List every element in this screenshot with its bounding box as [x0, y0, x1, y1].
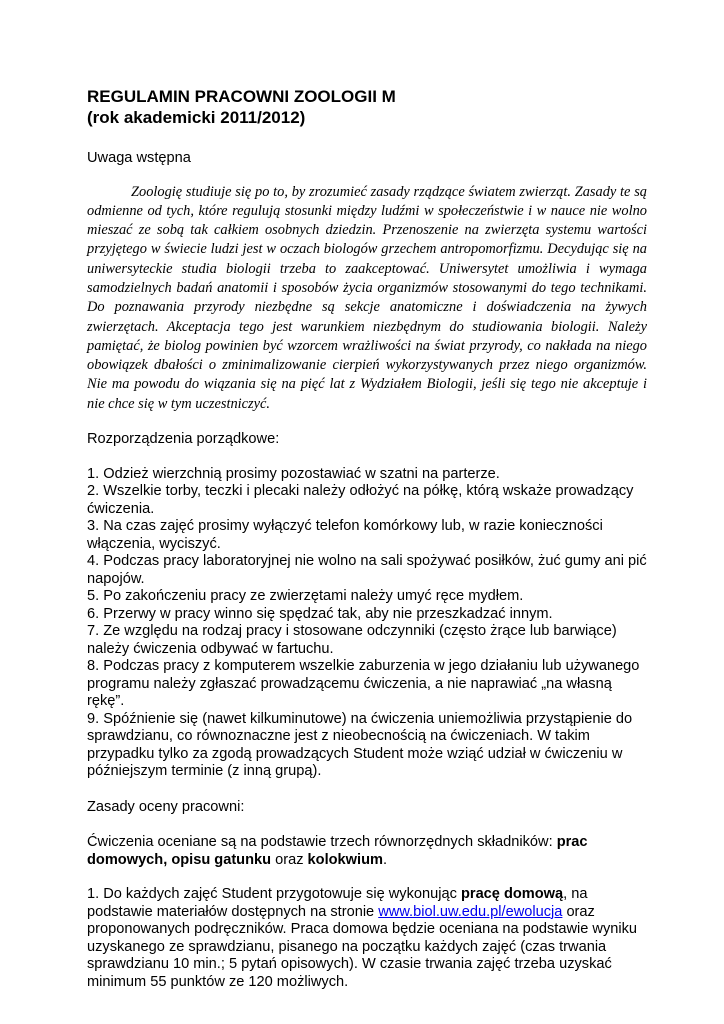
point1-text-start: 1. Do każdych zajęć Student przygotowuje się wykonując: [87, 886, 461, 903]
grading-intro-text: Ćwiczenia oceniane są na podstawie trzech równorzędnych składników:: [87, 834, 557, 851]
grading-heading: Zasady oceny pracowni:: [87, 798, 245, 815]
grading-conjunction: oraz: [271, 851, 308, 868]
rules-list: [87, 466, 647, 781]
rule-item-4: 4. Podczas pracy laboratoryjnej nie wolno na sali spożywać posiłków, żuć gumy ani pić napojów.: [87, 553, 647, 587]
point1-homework-term: pracę domową: [460, 886, 564, 903]
document-title: [87, 86, 647, 128]
document-page: [87, 86, 647, 991]
grading-components-2: kolokwium: [307, 851, 383, 868]
point1-text-rest: oraz proponowanych podręczników. Praca domowa będzie oceniana na podstawie wyniku uzyskanego ze sprawdzianu, pisanego na początku każdych zajęć (czas trwania sprawdzianu 10 min.; 5 pytań opisowych). W czasie trwania zajęć trzeba uzyskać minimum 55 punktów ze 120 możliwych.: [87, 903, 638, 990]
rule-item-9: 9. Spóźnienie się (nawet kilkuminutowe) na ćwiczenia uniemożliwia przystąpienie do sprawdzianu, co równoznaczne jest z nieobecnością na ćwiczeniach. W takim przypadku tylko za zgodą prowadzących Student może wziąć udział w ćwiczeniu w późniejszym terminie (z inną grupą).: [87, 710, 633, 780]
grading-intro: [87, 834, 647, 869]
intro-paragraph: Zoologię studiuje się po to, by zrozumieć zasady rządzące światem zwierząt. Zasady te są odmienne od tych, które regulują stosunki między ludźmi w społeczeństwie i w nauce nie wolno mieszać ze sobą tak całkiem osobnych dziedzin. Przenoszenie na zwierzęta systemu wartości przyjętego w świecie ludzi jest w oczach biologów grzechem antropomorfizmu. Decydując się na uniwersyteckie studia biologii trzeba to zaakceptować. Uniwersytet umożliwia i wymaga samodzielnych badań anatomii i sposobów życia organizmów stosowanymi do tego technikami. Do poznawania przyrody niezbędne są sekcje anatomiczne i doświadczenia na żywych zwierzętach. Akceptacja tego jest warunkiem niezbędnym do studiowania biologii. Należy pamiętać, że biolog powinien być wzorcem wrażliwości na świat przyrody, co nakłada na niego obowiązek dbałości o zminimalizowanie cierpień wykorzystywanych przez niego organizmów. Nie ma powodu do wiązania się na pięć lat z Wydziałem Biologii, jeśli się tego nie akceptuje i nie chce się w tym uczestniczyć.: [87, 183, 647, 412]
title-line-2: (rok akademicki 2011/2012): [87, 108, 306, 127]
rule-item-8: 8. Podczas pracy z komputerem wszelkie zaburzenia w jego działaniu lub używanego programu należy zgłaszać prowadzącemu ćwiczenia, a nie naprawiać „na własną rękę”.: [87, 658, 640, 710]
ewolucja-website-link[interactable]: www.biol.uw.edu.pl/ewolucja: [378, 903, 563, 920]
rule-item-3: 3. Na czas zajęć prosimy wyłączyć telefon komórkowy lub, w razie konieczności włączenia, wyciszyć.: [87, 518, 603, 552]
intro-heading: Uwaga wstępna: [87, 150, 191, 166]
title-line-1: REGULAMIN PRACOWNI ZOOLOGII M: [87, 87, 396, 106]
rule-item-6: 6. Przerwy w pracy winno się spędzać tak, aby nie przeszkadzać innym.: [87, 605, 553, 622]
grading-point-1: [87, 886, 647, 991]
grading-period: .: [382, 851, 388, 868]
point1-text-mid: , na podstawie materiałów dostępnych na stronie: [87, 886, 588, 920]
rules-heading: Rozporządzenia porządkowe:: [87, 431, 280, 448]
grading-components-1: prac domowych, opisu gatunku: [87, 834, 588, 868]
rule-item-5: 5. Po zakończeniu pracy ze zwierzętami należy umyć ręce mydłem.: [87, 588, 524, 605]
rule-item-2: 2. Wszelkie torby, teczki i plecaki należy odłożyć na półkę, którą wskaże prowadzący ćwiczenia.: [87, 483, 634, 517]
rule-item-1: 1. Odzież wierzchnią prosimy pozostawiać w szatni na parterze.: [87, 465, 500, 482]
rule-item-7: 7. Ze względu na rodzaj pracy i stosowane odczynniki (często żrące lub barwiące) należy ćwiczenia odbywać w fartuchu.: [87, 623, 617, 657]
